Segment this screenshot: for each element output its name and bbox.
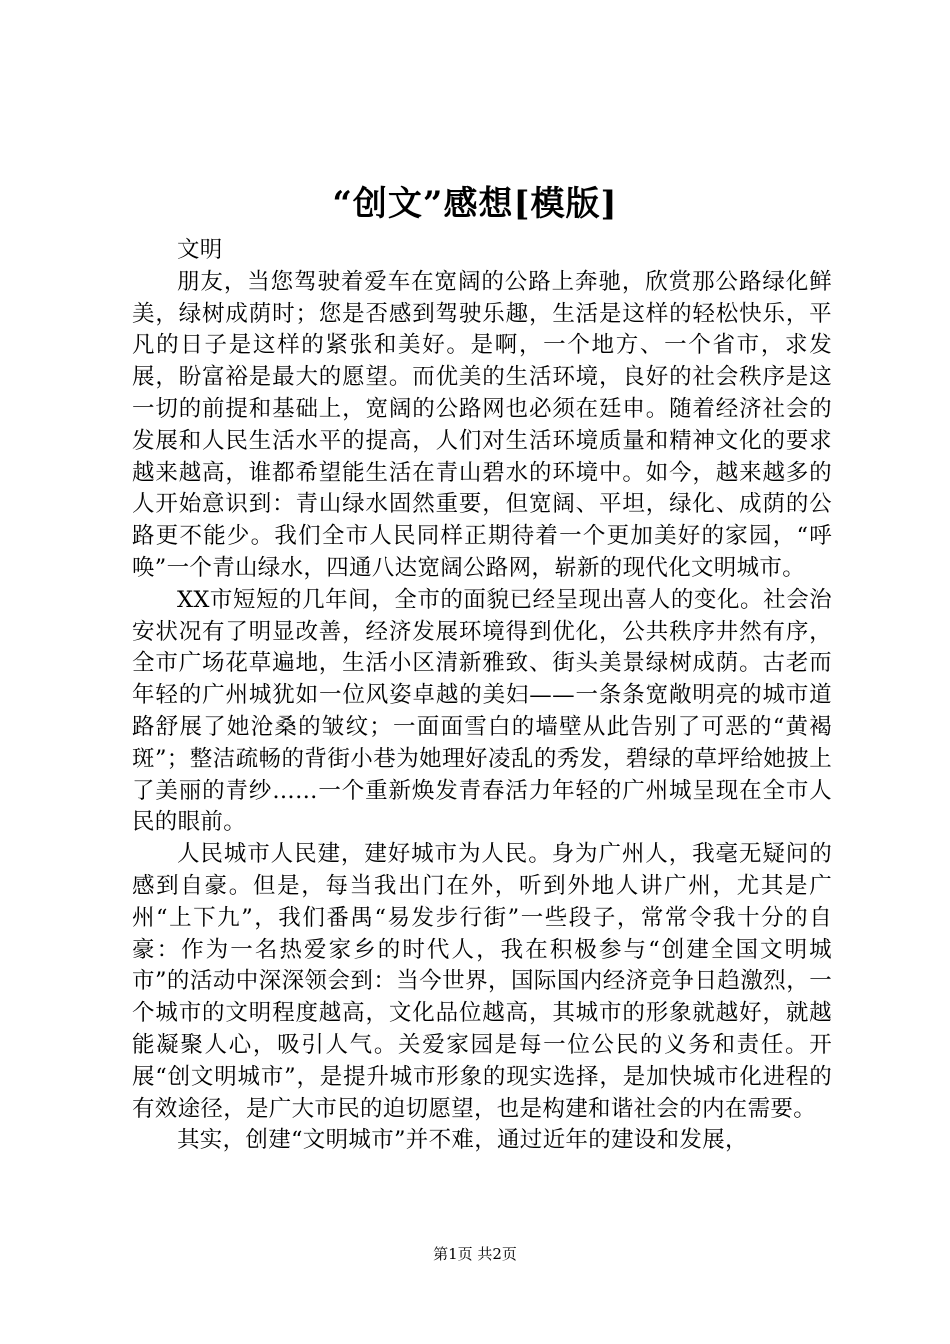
document-title: “创文”感想[模版]: [332, 184, 618, 224]
paragraph: 文明: [177, 237, 223, 263]
page-footer: 第1页 共2页: [433, 1245, 517, 1263]
document-body: [132, 235, 832, 1157]
paragraph: 朋友，当您驾驶着爱车在宽阔的公路上奔驰，欣赏那公路绿化鲜美，绿树成荫时；您是否感到驾驶乐趣，生活是这样的轻松快乐，平凡的日子是这样的紧张和美好。是啊，一个地方、一个省市，求发展，盼富裕是最大的愿望。而优美的生活环境，良好的社会秩序是这一切的前提和基础上，宽阔的公路网也必须在廷申。随着经济社会的发展和人民生活水平的提高，人们对生活环境质量和精神文化的要求越来越高，谁都希望能生活在青山碧水的环境中。如今，越来越多的人开始意识到：青山绿水固然重要，但宽阔、平坦，绿化、成荫的公路更不能少。我们全市人民同样正期待着一个更加美好的家园，“呼唤”一个青山绿水，四通八达宽阔公路网，崭新的现代化文明城市。: [132, 268, 832, 581]
paragraph: 人民城市人民建，建好城市为人民。身为广州人，我毫无疑问的感到自豪。但是，每当我出门在外，听到外地人讲广州，尤其是广州“上下九”，我们番禺“易发步行街”一些段子，常常令我十分的自豪：作为一名热爱家乡的时代人，我在积极参与“创建全国文明城市”的活动中深深领会到：当今世界，国际国内经济竞争日趋激烈，一个城市的文明程度越高，文化品位越高，其城市的形象就越好，就越能凝聚人心，吸引人气。关爱家园是每一位公民的义务和责任。开展“创文明城市”，是提升城市形象的现实选择，是加快城市化进程的有效途径，是广大市民的迫切愿望，也是构建和谐社会的内在需要。: [132, 841, 832, 1122]
paragraph: XX市短短的几年间，全市的面貌已经呈现出喜人的变化。社会治安状况有了明显改善，经济发展环境得到优化，公共秩序井然有序，全市广场花草遍地，生活小区清新雅致、街头美景绿树成荫。古老而年轻的广州城犹如一位风姿卓越的美妇——一条条宽敞明亮的城市道路舒展了她沧桑的皱纹；一面面雪白的墙壁从此告别了可恶的“黄褐斑”；整洁疏畅的背街小巷为她理好凌乱的秀发，碧绿的草坪给她披上了美丽的青纱……一个重新焕发青春活力年轻的广州城呈现在全市人民的眼前。: [132, 586, 832, 836]
paragraph: 其实，创建“文明城市”并不难，通过近年的建设和发展，: [177, 1127, 748, 1154]
